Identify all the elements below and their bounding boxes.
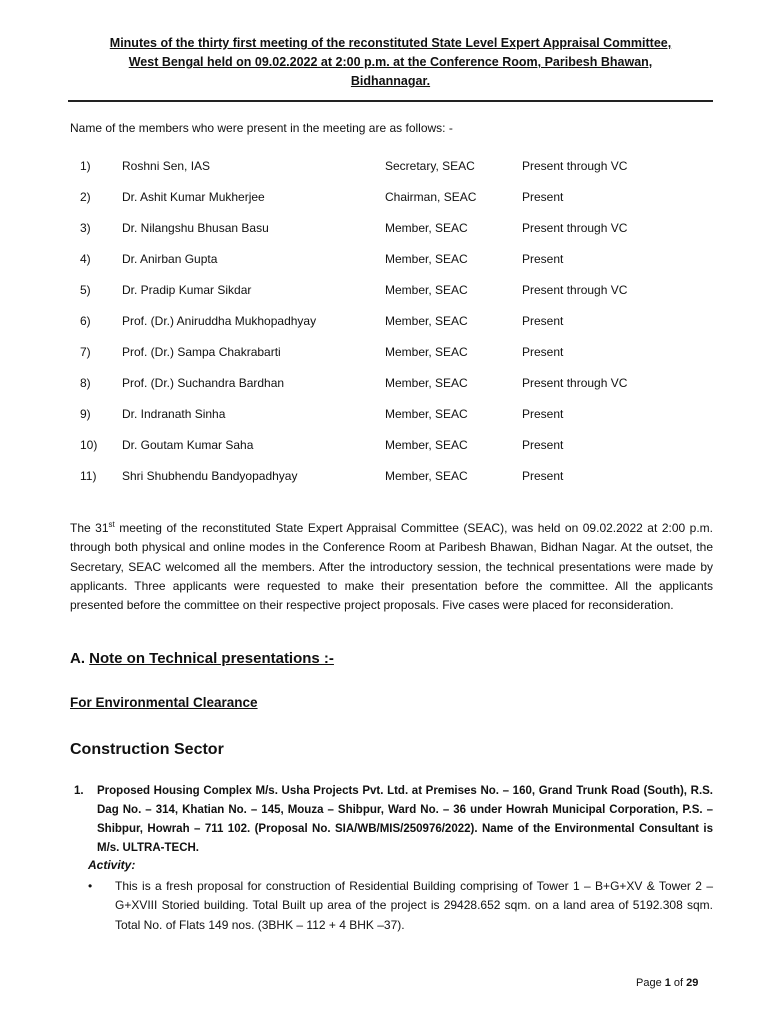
member-status: Present through VC [522, 283, 628, 297]
member-number: 3) [80, 221, 91, 235]
member-name: Dr. Ashit Kumar Mukherjee [122, 190, 265, 204]
members-intro: Name of the members who were present in the meeting are as follows: - [70, 121, 453, 135]
meeting-paragraph [70, 515, 713, 615]
page-total: 29 [686, 977, 699, 989]
member-status: Present [522, 252, 564, 266]
member-number: 8) [80, 376, 91, 390]
title-line-1: Minutes of the thirty first meeting of the reconstituted State Level Expert Appraisal Committee, [109, 36, 672, 50]
member-name: Dr. Pradip Kumar Sikdar [122, 283, 252, 297]
member-designation: Member, SEAC [385, 469, 468, 483]
member-designation: Member, SEAC [385, 407, 468, 421]
member-designation: Member, SEAC [385, 221, 468, 235]
member-row [70, 218, 715, 238]
member-status: Present [522, 190, 564, 204]
member-designation: Member, SEAC [385, 376, 468, 390]
member-row [70, 373, 715, 393]
proposal-number: 1. [74, 785, 84, 797]
meeting-para-rest: meeting of the reconstituted State Expert Appraisal Committee (SEAC), was held on 09.02.2022 at 2:00 p.m. through both physical and online modes in the Conference Room at Paribesh Bhawan, Bidhan Nagar. At the outset, the Secretary, SEAC welcomed all the members. After the introductory session, the technical presentations were made by applicants. Three applicants were requested to make their presentation before the committee. All the applicants presented before the committee on their respective project proposals. Five cases were placed for reconsideration. [70, 521, 714, 613]
member-status: Present through VC [522, 159, 628, 173]
member-row [70, 280, 715, 300]
member-status: Present [522, 345, 564, 359]
member-name: Dr. Indranath Sinha [122, 407, 226, 421]
member-status: Present [522, 314, 564, 328]
member-name: Prof. (Dr.) Suchandra Bardhan [122, 376, 285, 390]
member-number: 9) [80, 407, 91, 421]
meeting-para-lead: The 31 [70, 521, 109, 535]
member-designation: Chairman, SEAC [385, 190, 477, 204]
member-designation: Member, SEAC [385, 314, 468, 328]
title-line-2: West Bengal held on 09.02.2022 at 2:00 p.m. at the Conference Room, Paribesh Bhawan, [128, 55, 653, 69]
member-number: 4) [80, 252, 91, 266]
member-status: Present through VC [522, 221, 628, 235]
member-row [70, 249, 715, 269]
title-divider [68, 100, 713, 102]
member-designation: Member, SEAC [385, 345, 468, 359]
section-a-letter: A. [70, 650, 85, 667]
env-clearance-heading: For Environmental Clearance [70, 695, 258, 710]
member-designation: Secretary, SEAC [385, 159, 475, 173]
page-number [636, 977, 698, 989]
title-line-3: Bidhannagar. [350, 74, 431, 88]
section-a-label: Note on Technical presentations :- [89, 650, 334, 667]
member-row [70, 187, 715, 207]
member-row [70, 342, 715, 362]
member-name: Dr. Goutam Kumar Saha [122, 438, 254, 452]
page-prefix: Page [636, 977, 665, 989]
member-status: Present [522, 407, 564, 421]
member-number: 10) [80, 438, 98, 452]
member-status: Present through VC [522, 376, 628, 390]
member-designation: Member, SEAC [385, 283, 468, 297]
page-title [68, 34, 713, 91]
member-status: Present [522, 469, 564, 483]
member-name: Shri Shubhendu Bandyopadhyay [122, 469, 298, 483]
member-row [70, 156, 715, 176]
member-name: Dr. Nilangshu Bhusan Basu [122, 221, 269, 235]
member-number: 5) [80, 283, 91, 297]
member-designation: Member, SEAC [385, 438, 468, 452]
member-designation: Member, SEAC [385, 252, 468, 266]
member-number: 11) [80, 469, 97, 483]
page-of: of [670, 977, 687, 989]
member-name: Roshni Sen, IAS [122, 159, 211, 173]
member-status: Present [522, 438, 564, 452]
meeting-para-sup: st [108, 520, 115, 529]
member-name: Prof. (Dr.) Aniruddha Mukhopadhyay [122, 314, 317, 328]
member-row [70, 466, 715, 486]
activity-label: Activity: [88, 858, 136, 872]
bullet-icon: • [88, 879, 93, 893]
member-name: Dr. Anirban Gupta [122, 252, 218, 266]
proposal-text: Proposed Housing Complex M/s. Usha Projects Pvt. Ltd. at Premises No. – 160, Grand Trunk Road (South), R.S. Dag No. – 314, Khatian No. – 145, Mouza – Shibpur, Ward No. – 36 under Howrah Municipal Corporation, P.S. – Shibpur, Howrah – 711 102. (Proposal No. SIA/WB/MIS/250976/2022). Name of the Environmental Consultant is M/s. ULTRA-TECH. [97, 785, 713, 854]
activity-bullet-text: This is a fresh proposal for construction of Residential Building comprising of Tower 1 – B+G+XV & Tower 2 – G+XVIII Storied building. Total Built up area of the project is 29428.652 sqm. on a land area of 5192.308 sqm. Total No. of Flats 149 nos. (3BHK – 112 + 4 BHK –37). [115, 879, 713, 932]
member-number: 7) [80, 345, 91, 359]
section-a-heading [70, 650, 334, 667]
member-row [70, 311, 715, 331]
member-number: 2) [80, 190, 91, 204]
member-name: Prof. (Dr.) Sampa Chakrabarti [122, 345, 281, 359]
member-number: 1) [80, 159, 91, 173]
member-row [70, 404, 715, 424]
member-number: 6) [80, 314, 91, 328]
page-current: 1 [664, 977, 671, 989]
member-row [70, 435, 715, 455]
construction-sector-heading: Construction Sector [70, 741, 224, 758]
